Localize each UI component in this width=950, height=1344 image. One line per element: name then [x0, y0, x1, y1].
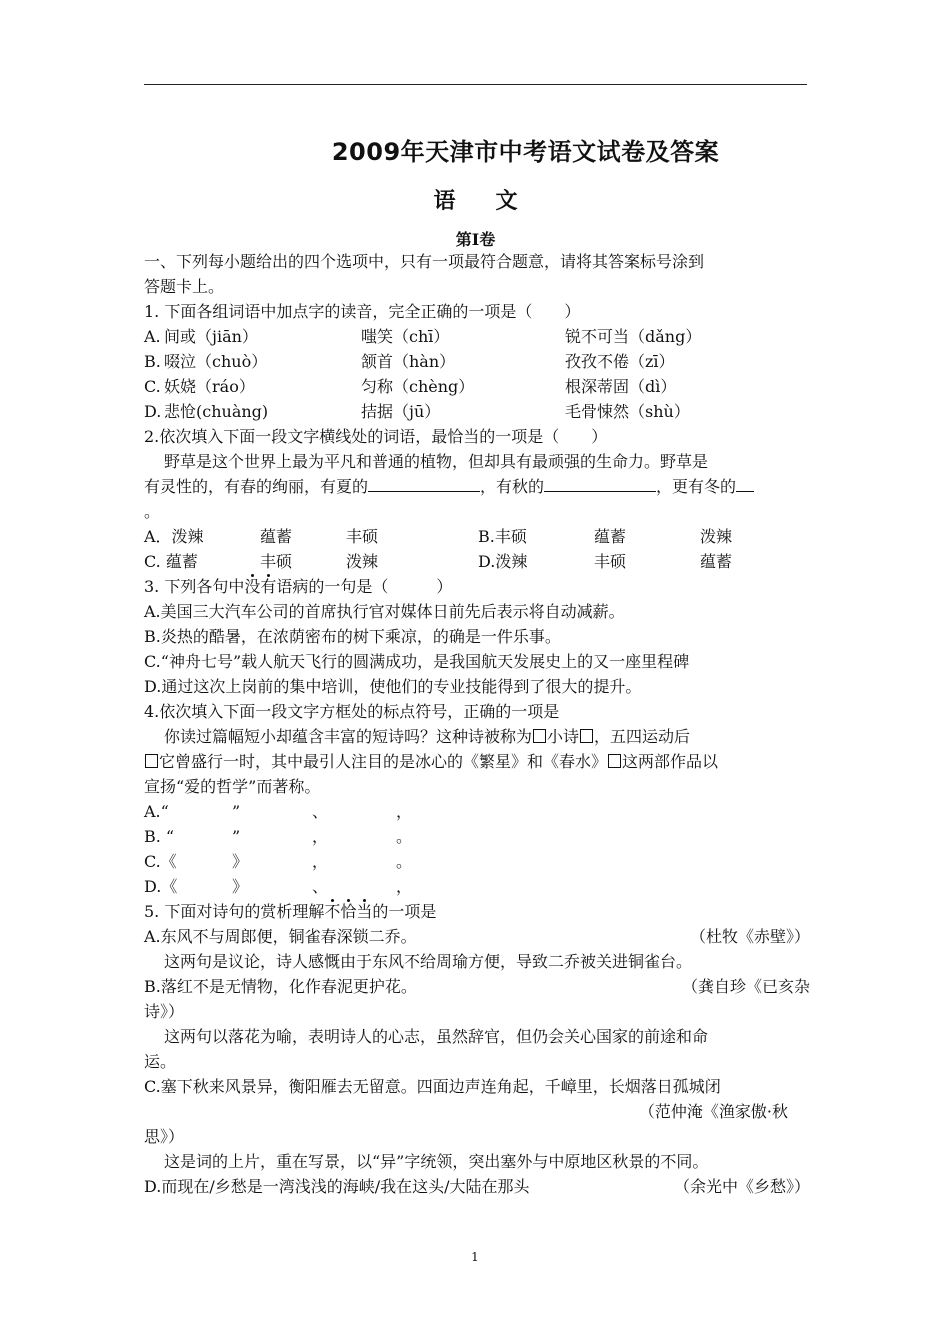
- punctuation-box: [608, 754, 621, 768]
- poem-source: （龚自珍《已亥杂: [681, 977, 810, 996]
- q1-option-row: B. 啜泣（chuò） 颔首（hàn） 孜孜不倦（zī）: [144, 352, 675, 371]
- question-4-stem: 4.依次填入下面一段文字方框处的标点符号，正确的一项是: [144, 702, 560, 721]
- q5-option-c: C.塞下秋来风景异，衡阳雁去无留意。四面边声连角起，千嶂里，长烟落日孤城闭: [144, 1077, 721, 1096]
- q2-passage-line: 野草是这个世界上最为平凡和普通的植物，但却具有最顽强的生命力。野草是: [164, 452, 709, 471]
- q3-option: C.“神舟七号”载人航天飞行的圆满成功，是我国航天发展史上的又一座里程碑: [144, 652, 690, 671]
- q4-option-row: D.《 》 、 ，: [144, 877, 413, 896]
- header-rule: [144, 84, 807, 85]
- q2-option-row: A．泼辣 蕴蓄 丰硕 B.丰硕 蕴蓄 泼辣: [144, 527, 733, 546]
- q4-passage-line: 宣扬“爱的哲学”而著称。: [144, 777, 321, 796]
- subject-heading: 语 文: [433, 189, 518, 214]
- question-3-stem: 3. 下列各句中没有语病的一句是（ ）: [144, 577, 453, 596]
- poem-source: 思》）: [144, 1127, 185, 1146]
- q1-option-row: D. 悲怆(chuàng) 拮据（jū） 毛骨悚然（shù）: [144, 402, 690, 421]
- poem-source: 诗》）: [144, 1002, 185, 1021]
- emphasis-dot-char: 恰: [340, 902, 357, 921]
- q2-passage-line: 。: [144, 502, 161, 521]
- fill-blank: [368, 474, 480, 492]
- fill-blank: [736, 474, 754, 492]
- q2-passage-line: 有灵性的，有春的绚丽，有夏的 ，有秋的 ，更有冬的: [144, 474, 810, 499]
- q5-analysis: 这两句以落花为喻，表明诗人的心志，虽然辞官，但仍会关心国家的前途和命: [164, 1027, 709, 1046]
- question-5-stem: 5. 下面对诗句的赏析理解不恰当的一项是: [144, 902, 437, 921]
- emphasis-dot-char: 不: [324, 902, 341, 921]
- instruction-line: 一、下列每小题给出的四个选项中，只有一项最符合题意，请将其答案标号涂到: [144, 252, 705, 271]
- instruction-line: 答题卡上。: [144, 277, 225, 296]
- q4-passage-line: 你读过篇幅短小却蕴含丰富的短诗吗？这种诗被称为 小诗 ，五四运动后: [164, 727, 691, 746]
- q3-option: D.通过这次上岗前的集中培训，使他们的专业技能得到了很大的提升。: [144, 677, 642, 696]
- q2-option-row: C. 蕴蓄 丰硕 泼辣 D.泼辣 丰硕 蕴蓄: [144, 552, 733, 571]
- page-number: 1: [471, 1250, 479, 1264]
- q5-analysis: 运。: [144, 1052, 177, 1071]
- punctuation-box: [580, 729, 593, 743]
- q5-option-d: D.而现在/乡愁是一湾浅浅的海峡/我在这头/大陆在那头 （余光中《乡愁》）: [144, 1174, 810, 1199]
- q1-option-row: C. 妖娆（ráo） 匀称（chèng） 根深蒂固（dì）: [144, 377, 677, 396]
- question-2-stem: 2.依次填入下面一段文字横线处的词语，最恰当的一项是（ ）: [144, 427, 608, 446]
- poem-source: （杜牧《赤壁》）: [689, 927, 810, 946]
- q3-option: A.美国三大汽车公司的首席执行官对媒体日前先后表示将自动减薪。: [144, 602, 625, 621]
- emphasis-dot-char: 当: [356, 902, 373, 921]
- emphasis-dot-char: 没: [244, 577, 261, 596]
- q1-option-row: A. 间或（jiān） 嗤笑（chī） 锐不可当（dǎng）: [144, 327, 702, 346]
- punctuation-box: [533, 729, 546, 743]
- q5-option-a: A.东风不与周郎便，铜雀春深锁二乔。 （杜牧《赤壁》）: [144, 924, 810, 949]
- poem-source-line: [144, 1099, 810, 1124]
- q5-option-b: B.落红不是无情物，化作春泥更护花。 （龚自珍《已亥杂: [144, 974, 810, 999]
- q4-option-row: B. “ ” ， 。: [144, 827, 413, 846]
- page-title: 2009年天津市中考语文试卷及答案: [331, 138, 720, 166]
- fill-blank: [544, 474, 656, 492]
- exam-body: [144, 249, 810, 1199]
- emphasis-dot-char: 有: [260, 577, 277, 596]
- question-1-stem: 1. 下面各组词语中加点字的读音，完全正确的一项是（ ）: [144, 302, 581, 321]
- q5-analysis: 这两句是议论，诗人感慨由于东风不给周瑜方便，导致二乔被关进铜雀台。: [164, 952, 693, 971]
- punctuation-box: [145, 754, 158, 768]
- q4-passage-line: 它曾盛行一时，其中最引人注目的是冰心的《繁星》和《春水》 这两部作品以: [144, 749, 810, 774]
- volume-heading: 第Ⅰ卷: [455, 230, 496, 249]
- q5-analysis: 这是词的上片，重在写景，以“异”字统领，突出塞外与中原地区秋景的不同。: [164, 1152, 709, 1171]
- q4-option-row: C.《 》 ， 。: [144, 852, 413, 871]
- q4-option-row: A.“ ” 、 ，: [144, 802, 413, 821]
- poem-source: （余光中《乡愁》）: [673, 1177, 810, 1196]
- q3-option: B.炎热的酷暑，在浓荫密布的树下乘凉，的确是一件乐事。: [144, 627, 561, 646]
- poem-source: （范仲淹《渔家傲·秋: [638, 1102, 788, 1121]
